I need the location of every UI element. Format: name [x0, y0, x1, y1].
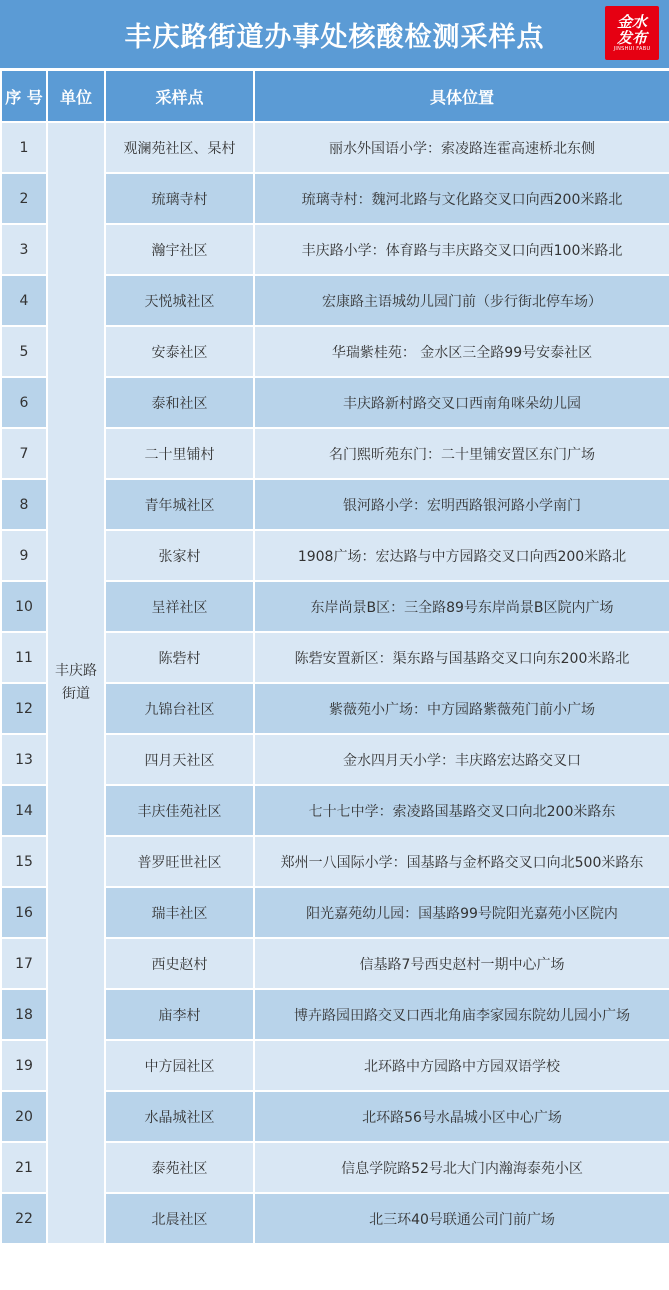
row-index: 9	[1, 530, 47, 581]
row-index: 18	[1, 989, 47, 1040]
row-location: 信基路7号西史赵村一期中心广场	[254, 938, 669, 989]
row-index: 3	[1, 224, 47, 275]
row-site: 观澜苑社区、杲村	[105, 122, 254, 173]
row-site: 泰苑社区	[105, 1142, 254, 1193]
header-row	[1, 70, 669, 122]
row-location: 丰庆路新村路交叉口西南角咪朵幼儿园	[254, 377, 669, 428]
row-site: 张家村	[105, 530, 254, 581]
row-location: 陈砦安置新区：渠东路与国基路交叉口向东200米路北	[254, 632, 669, 683]
row-location: 北环路中方园路中方园双语学校	[254, 1040, 669, 1091]
row-index: 16	[1, 887, 47, 938]
sampling-sites-table	[0, 69, 669, 1245]
row-index: 1	[1, 122, 47, 173]
row-location: 郑州一八国际小学：国基路与金杯路交叉口向北500米路东	[254, 836, 669, 887]
row-index: 15	[1, 836, 47, 887]
header-location: 具体位置	[254, 70, 669, 122]
unit-label-line2: 街道	[62, 686, 90, 702]
row-site: 青年城社区	[105, 479, 254, 530]
row-site: 瀚宇社区	[105, 224, 254, 275]
row-location: 丽水外国语小学：索凌路连霍高速桥北东侧	[254, 122, 669, 173]
row-site: 庙李村	[105, 989, 254, 1040]
row-site: 水晶城社区	[105, 1091, 254, 1142]
jinshui-fabu-logo: 金水 发布 JINSHUI FABU	[605, 6, 659, 60]
row-location: 东岸尚景B区：三全路89号东岸尚景B区院内广场	[254, 581, 669, 632]
row-index: 12	[1, 683, 47, 734]
page-title: 丰庆路街道办事处核酸检测采样点	[124, 21, 545, 53]
row-index: 22	[1, 1193, 47, 1244]
header-unit: 单位	[47, 70, 105, 122]
row-site: 安泰社区	[105, 326, 254, 377]
row-index: 20	[1, 1091, 47, 1142]
row-location: 丰庆路小学：体育路与丰庆路交叉口向西100米路北	[254, 224, 669, 275]
row-site: 琉璃寺村	[105, 173, 254, 224]
row-index: 11	[1, 632, 47, 683]
row-site: 北晨社区	[105, 1193, 254, 1244]
row-location: 宏康路主语城幼儿园门前（步行街北停车场）	[254, 275, 669, 326]
row-site: 呈祥社区	[105, 581, 254, 632]
row-index: 4	[1, 275, 47, 326]
row-site: 瑞丰社区	[105, 887, 254, 938]
row-location: 琉璃寺村：魏河北路与文化路交叉口向西200米路北	[254, 173, 669, 224]
row-site: 普罗旺世社区	[105, 836, 254, 887]
row-location: 银河路小学：宏明西路银河路小学南门	[254, 479, 669, 530]
row-location: 紫薇苑小广场：中方园路紫薇苑门前小广场	[254, 683, 669, 734]
row-index: 19	[1, 1040, 47, 1091]
row-location: 金水四月天小学：丰庆路宏达路交叉口	[254, 734, 669, 785]
row-index: 14	[1, 785, 47, 836]
row-site: 二十里铺村	[105, 428, 254, 479]
row-index: 2	[1, 173, 47, 224]
row-site: 九锦台社区	[105, 683, 254, 734]
row-site: 四月天社区	[105, 734, 254, 785]
row-site: 天悦城社区	[105, 275, 254, 326]
row-location: 信息学院路52号北大门内瀚海泰苑小区	[254, 1142, 669, 1193]
row-location: 名门熙昕苑东门：二十里铺安置区东门广场	[254, 428, 669, 479]
row-index: 17	[1, 938, 47, 989]
row-index: 5	[1, 326, 47, 377]
row-site: 陈砦村	[105, 632, 254, 683]
row-site: 泰和社区	[105, 377, 254, 428]
row-site: 西史赵村	[105, 938, 254, 989]
row-location: 七十七中学：索凌路国基路交叉口向北200米路东	[254, 785, 669, 836]
row-location: 阳光嘉苑幼儿园：国基路99号院阳光嘉苑小区院内	[254, 887, 669, 938]
table-row	[1, 122, 669, 173]
header-site: 采样点	[105, 70, 254, 122]
row-site: 丰庆佳苑社区	[105, 785, 254, 836]
row-location: 1908广场：宏达路与中方园路交叉口向西200米路北	[254, 530, 669, 581]
row-index: 21	[1, 1142, 47, 1193]
row-index: 10	[1, 581, 47, 632]
unit-cell	[47, 122, 105, 1244]
row-location: 北环路56号水晶城小区中心广场	[254, 1091, 669, 1142]
unit-label-line1: 丰庆路	[55, 663, 97, 679]
row-index: 8	[1, 479, 47, 530]
row-site: 中方园社区	[105, 1040, 254, 1091]
row-location: 博卉路园田路交叉口西北角庙李家园东院幼儿园小广场	[254, 989, 669, 1040]
header-index: 序 号	[1, 70, 47, 122]
row-location: 北三环40号联通公司门前广场	[254, 1193, 669, 1244]
row-index: 13	[1, 734, 47, 785]
title-bar	[0, 0, 669, 68]
row-index: 6	[1, 377, 47, 428]
row-location: 华瑞紫桂苑： 金水区三全路99号安泰社区	[254, 326, 669, 377]
row-index: 7	[1, 428, 47, 479]
